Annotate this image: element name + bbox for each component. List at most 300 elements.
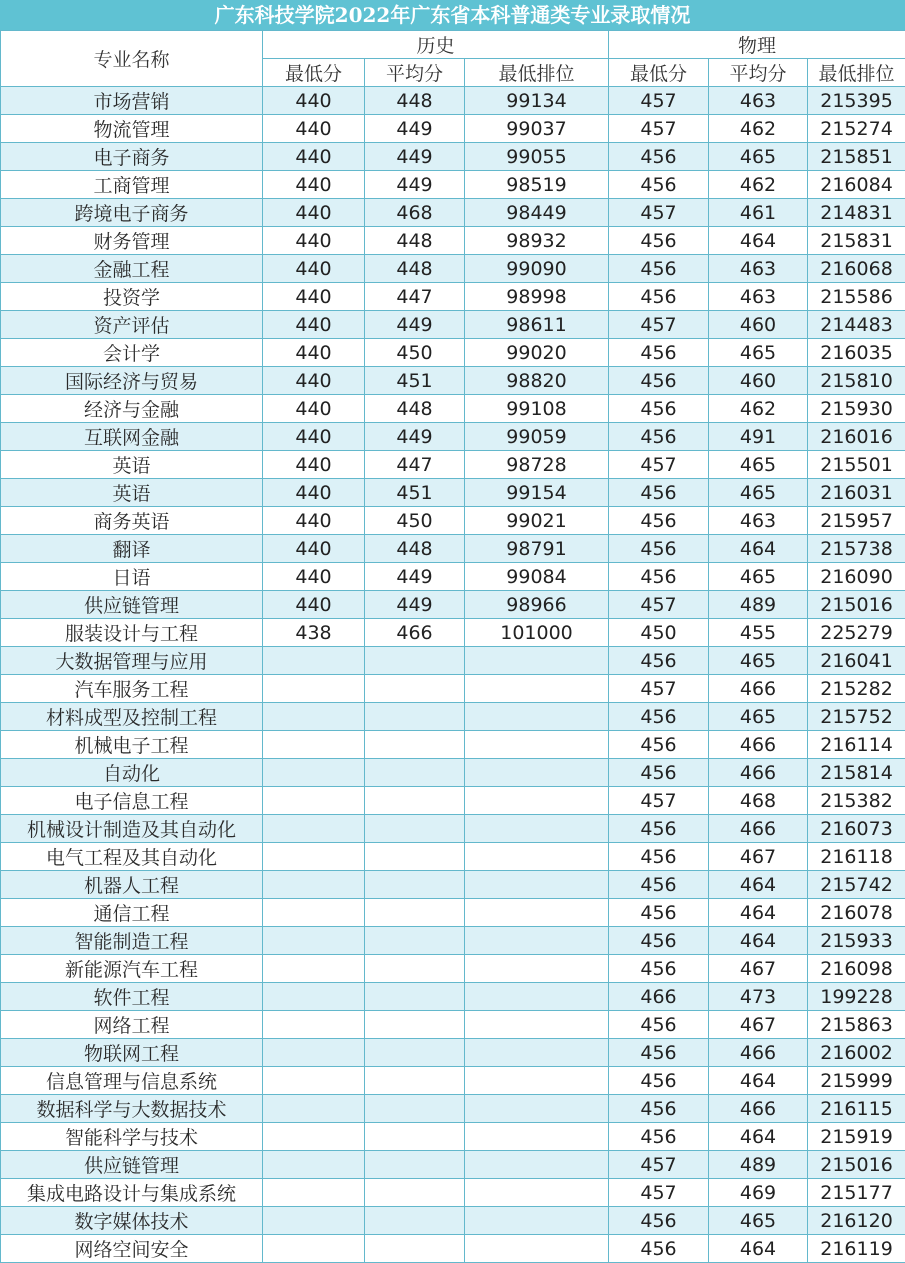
table-row <box>1 1179 905 1207</box>
major-name: 机械电子工程 <box>1 731 263 759</box>
physics-min-rank: 215863 <box>808 1011 905 1039</box>
history-min-rank <box>465 871 609 899</box>
history-avg-score <box>365 647 465 675</box>
table-row <box>1 171 905 199</box>
history-min-rank: 98519 <box>465 171 609 199</box>
physics-avg-score: 466 <box>709 1095 808 1123</box>
table-row <box>1 479 905 507</box>
physics-avg-score: 464 <box>709 1235 808 1263</box>
physics-min-rank: 216084 <box>808 171 905 199</box>
table-row <box>1 115 905 143</box>
history-min-rank: 98932 <box>465 227 609 255</box>
physics-min-score: 457 <box>609 115 709 143</box>
physics-avg-score: 467 <box>709 1011 808 1039</box>
physics-min-score: 466 <box>609 983 709 1011</box>
physics-min-score: 456 <box>609 647 709 675</box>
table-row <box>1 647 905 675</box>
physics-min-score: 457 <box>609 675 709 703</box>
history-avg-score: 447 <box>365 451 465 479</box>
physics-header: 物理 <box>609 31 905 59</box>
history-avg-score <box>365 1067 465 1095</box>
history-min-score <box>263 675 365 703</box>
history-avg-score <box>365 899 465 927</box>
history-min-score <box>263 759 365 787</box>
history-min-score <box>263 1067 365 1095</box>
major-name: 智能科学与技术 <box>1 1123 263 1151</box>
history-min-score <box>263 843 365 871</box>
history-min-score: 440 <box>263 479 365 507</box>
admission-table <box>0 30 905 1263</box>
physics-min-rank: 215586 <box>808 283 905 311</box>
history-min-score <box>263 1179 365 1207</box>
physics-min-score: 456 <box>609 899 709 927</box>
history-min-rank <box>465 759 609 787</box>
history-min-score: 440 <box>263 563 365 591</box>
history-avg-score <box>365 1095 465 1123</box>
history-min-rank <box>465 1123 609 1151</box>
table-row <box>1 143 905 171</box>
physics-min-score: 457 <box>609 199 709 227</box>
table-row <box>1 255 905 283</box>
physics-min-score: 457 <box>609 87 709 115</box>
physics-min-score: 456 <box>609 367 709 395</box>
physics-min-score: 456 <box>609 479 709 507</box>
physics-avg-score: 465 <box>709 703 808 731</box>
history-avg-score <box>365 1123 465 1151</box>
major-name: 通信工程 <box>1 899 263 927</box>
physics-min-score: 456 <box>609 171 709 199</box>
major-name: 集成电路设计与集成系统 <box>1 1179 263 1207</box>
history-avg-score: 447 <box>365 283 465 311</box>
physics-avg-score: 464 <box>709 927 808 955</box>
history-min-rank <box>465 983 609 1011</box>
history-avg-score: 468 <box>365 199 465 227</box>
physics-min-rank: 215919 <box>808 1123 905 1151</box>
major-name: 经济与金融 <box>1 395 263 423</box>
history-min-score: 440 <box>263 283 365 311</box>
physics-min-rank: 215810 <box>808 367 905 395</box>
physics-min-rank: 216035 <box>808 339 905 367</box>
physics-min-score: 456 <box>609 759 709 787</box>
physics-min-score: 456 <box>609 395 709 423</box>
history-min-rank <box>465 815 609 843</box>
major-name: 信息管理与信息系统 <box>1 1067 263 1095</box>
major-name: 电子商务 <box>1 143 263 171</box>
table-row <box>1 675 905 703</box>
major-name: 电气工程及其自动化 <box>1 843 263 871</box>
physics-min-rank: 216119 <box>808 1235 905 1263</box>
major-name: 跨境电子商务 <box>1 199 263 227</box>
major-name: 日语 <box>1 563 263 591</box>
table-row <box>1 87 905 115</box>
table-row <box>1 451 905 479</box>
history-min-rank: 99134 <box>465 87 609 115</box>
major-name: 互联网金融 <box>1 423 263 451</box>
physics-min-rank: 216068 <box>808 255 905 283</box>
history-min-score <box>263 1123 365 1151</box>
physics-min-rank: 215814 <box>808 759 905 787</box>
history-avg-score <box>365 871 465 899</box>
table-row <box>1 927 905 955</box>
physics-avg-score: 464 <box>709 871 808 899</box>
history-avg-score <box>365 815 465 843</box>
table-row <box>1 983 905 1011</box>
history-avg-score: 449 <box>365 311 465 339</box>
physics-min-rank: 216041 <box>808 647 905 675</box>
physics-min-rank: 215933 <box>808 927 905 955</box>
physics-min-score: 456 <box>609 1011 709 1039</box>
major-name: 英语 <box>1 479 263 507</box>
history-min-score: 440 <box>263 339 365 367</box>
physics-avg-score: 466 <box>709 731 808 759</box>
history-min-score-header: 最低分 <box>263 59 365 87</box>
history-min-rank <box>465 675 609 703</box>
physics-avg-score: 466 <box>709 1039 808 1067</box>
history-min-score <box>263 1207 365 1235</box>
major-name: 市场营销 <box>1 87 263 115</box>
physics-min-rank: 215851 <box>808 143 905 171</box>
physics-avg-score: 465 <box>709 479 808 507</box>
history-min-rank-header: 最低排位 <box>465 59 609 87</box>
history-min-rank <box>465 1235 609 1263</box>
physics-min-score: 457 <box>609 591 709 619</box>
history-avg-score: 449 <box>365 143 465 171</box>
physics-avg-score: 463 <box>709 507 808 535</box>
history-avg-score: 451 <box>365 367 465 395</box>
table-row <box>1 759 905 787</box>
history-min-score: 440 <box>263 367 365 395</box>
history-min-score: 440 <box>263 451 365 479</box>
physics-avg-score: 464 <box>709 535 808 563</box>
physics-min-score: 456 <box>609 255 709 283</box>
table-title: 广东科技学院2022年广东省本科普通类专业录取情况 <box>0 0 905 30</box>
physics-min-rank: 215930 <box>808 395 905 423</box>
history-avg-score: 450 <box>365 339 465 367</box>
table-row <box>1 1039 905 1067</box>
history-min-score <box>263 983 365 1011</box>
major-name: 机械设计制造及其自动化 <box>1 815 263 843</box>
history-min-score: 440 <box>263 507 365 535</box>
physics-min-rank: 216078 <box>808 899 905 927</box>
major-name: 商务英语 <box>1 507 263 535</box>
physics-min-score: 456 <box>609 955 709 983</box>
major-name: 汽车服务工程 <box>1 675 263 703</box>
major-name: 网络工程 <box>1 1011 263 1039</box>
table-row <box>1 1067 905 1095</box>
history-min-score: 440 <box>263 171 365 199</box>
physics-min-rank: 215501 <box>808 451 905 479</box>
major-name: 机器人工程 <box>1 871 263 899</box>
physics-avg-score: 463 <box>709 87 808 115</box>
table-row <box>1 199 905 227</box>
history-min-rank: 99084 <box>465 563 609 591</box>
major-name: 金融工程 <box>1 255 263 283</box>
history-min-rank: 98449 <box>465 199 609 227</box>
physics-min-score: 456 <box>609 1095 709 1123</box>
physics-min-score-header: 最低分 <box>609 59 709 87</box>
history-min-score <box>263 703 365 731</box>
table-row <box>1 843 905 871</box>
table-row <box>1 1095 905 1123</box>
history-min-score: 440 <box>263 87 365 115</box>
history-avg-score <box>365 1179 465 1207</box>
history-min-score: 440 <box>263 199 365 227</box>
physics-min-score: 456 <box>609 423 709 451</box>
physics-avg-score: 462 <box>709 171 808 199</box>
physics-avg-score: 461 <box>709 199 808 227</box>
history-min-score: 438 <box>263 619 365 647</box>
history-avg-score: 466 <box>365 619 465 647</box>
table-row <box>1 619 905 647</box>
history-min-score: 440 <box>263 535 365 563</box>
physics-min-rank: 215831 <box>808 227 905 255</box>
history-min-score <box>263 731 365 759</box>
history-avg-score: 448 <box>365 227 465 255</box>
physics-min-rank: 216016 <box>808 423 905 451</box>
table-row <box>1 367 905 395</box>
major-name: 物流管理 <box>1 115 263 143</box>
history-avg-score <box>365 955 465 983</box>
table-row <box>1 423 905 451</box>
physics-avg-score: 463 <box>709 255 808 283</box>
history-min-rank: 99055 <box>465 143 609 171</box>
history-avg-score: 449 <box>365 115 465 143</box>
major-name: 投资学 <box>1 283 263 311</box>
history-min-rank: 98791 <box>465 535 609 563</box>
history-avg-score: 448 <box>365 395 465 423</box>
physics-avg-score: 462 <box>709 395 808 423</box>
history-avg-score <box>365 927 465 955</box>
physics-min-rank: 216115 <box>808 1095 905 1123</box>
physics-avg-score: 462 <box>709 115 808 143</box>
history-avg-score <box>365 1011 465 1039</box>
physics-min-rank: 215016 <box>808 591 905 619</box>
table-row <box>1 535 905 563</box>
physics-avg-score: 464 <box>709 227 808 255</box>
history-header: 历史 <box>263 31 609 59</box>
physics-min-rank: 215282 <box>808 675 905 703</box>
physics-min-score: 456 <box>609 1123 709 1151</box>
physics-avg-score: 466 <box>709 759 808 787</box>
history-avg-score <box>365 759 465 787</box>
major-name: 网络空间安全 <box>1 1235 263 1263</box>
history-min-score <box>263 1011 365 1039</box>
physics-min-score: 456 <box>609 563 709 591</box>
history-avg-score: 448 <box>365 87 465 115</box>
history-min-score <box>263 955 365 983</box>
major-name: 大数据管理与应用 <box>1 647 263 675</box>
table-row <box>1 1011 905 1039</box>
history-min-rank <box>465 899 609 927</box>
major-name: 新能源汽车工程 <box>1 955 263 983</box>
physics-avg-score: 466 <box>709 675 808 703</box>
history-min-rank: 98728 <box>465 451 609 479</box>
history-avg-score: 449 <box>365 171 465 199</box>
history-min-rank <box>465 1095 609 1123</box>
physics-min-score: 456 <box>609 1207 709 1235</box>
physics-min-score: 456 <box>609 1235 709 1263</box>
physics-min-rank: 216114 <box>808 731 905 759</box>
table-row <box>1 507 905 535</box>
physics-min-score: 457 <box>609 451 709 479</box>
physics-avg-score: 491 <box>709 423 808 451</box>
history-min-rank <box>465 647 609 675</box>
history-avg-score: 450 <box>365 507 465 535</box>
history-avg-score <box>365 675 465 703</box>
physics-avg-score: 465 <box>709 1207 808 1235</box>
table-row <box>1 311 905 339</box>
physics-avg-score: 468 <box>709 787 808 815</box>
history-min-score: 440 <box>263 423 365 451</box>
major-name: 软件工程 <box>1 983 263 1011</box>
history-min-rank: 98966 <box>465 591 609 619</box>
physics-min-score: 456 <box>609 843 709 871</box>
physics-min-score: 456 <box>609 731 709 759</box>
physics-min-score: 456 <box>609 507 709 535</box>
physics-min-rank: 199228 <box>808 983 905 1011</box>
physics-min-score: 450 <box>609 619 709 647</box>
major-name: 财务管理 <box>1 227 263 255</box>
physics-avg-score: 466 <box>709 815 808 843</box>
history-min-rank <box>465 731 609 759</box>
history-min-rank: 99059 <box>465 423 609 451</box>
history-min-rank <box>465 703 609 731</box>
history-avg-score <box>365 1151 465 1179</box>
table-row <box>1 787 905 815</box>
physics-min-rank: 216002 <box>808 1039 905 1067</box>
history-avg-score <box>365 1235 465 1263</box>
major-name: 材料成型及控制工程 <box>1 703 263 731</box>
table-row <box>1 591 905 619</box>
history-min-rank: 99108 <box>465 395 609 423</box>
history-min-score <box>263 1095 365 1123</box>
physics-min-score: 457 <box>609 311 709 339</box>
history-avg-score <box>365 983 465 1011</box>
major-name: 数据科学与大数据技术 <box>1 1095 263 1123</box>
history-min-rank: 101000 <box>465 619 609 647</box>
physics-min-score: 456 <box>609 143 709 171</box>
major-name: 英语 <box>1 451 263 479</box>
physics-min-rank: 215752 <box>808 703 905 731</box>
major-name: 供应链管理 <box>1 591 263 619</box>
history-min-rank <box>465 1207 609 1235</box>
physics-avg-score: 464 <box>709 899 808 927</box>
history-avg-score: 449 <box>365 563 465 591</box>
physics-avg-score: 465 <box>709 339 808 367</box>
history-min-score <box>263 647 365 675</box>
history-min-score <box>263 1039 365 1067</box>
history-min-rank <box>465 1039 609 1067</box>
table-row <box>1 1235 905 1263</box>
physics-min-rank: 215738 <box>808 535 905 563</box>
physics-min-score: 456 <box>609 815 709 843</box>
physics-min-score: 456 <box>609 1067 709 1095</box>
physics-min-rank: 215742 <box>808 871 905 899</box>
history-min-score <box>263 815 365 843</box>
history-avg-score <box>365 787 465 815</box>
history-min-rank <box>465 1011 609 1039</box>
physics-min-score: 456 <box>609 339 709 367</box>
history-min-score <box>263 787 365 815</box>
history-avg-score: 449 <box>365 423 465 451</box>
physics-min-rank: 215957 <box>808 507 905 535</box>
physics-min-rank-header: 最低排位 <box>808 59 905 87</box>
table-row <box>1 563 905 591</box>
physics-avg-score: 467 <box>709 955 808 983</box>
table-row <box>1 339 905 367</box>
physics-min-rank: 215274 <box>808 115 905 143</box>
major-name: 自动化 <box>1 759 263 787</box>
history-min-score <box>263 1235 365 1263</box>
physics-avg-score: 465 <box>709 647 808 675</box>
physics-min-score: 456 <box>609 535 709 563</box>
major-name: 服装设计与工程 <box>1 619 263 647</box>
physics-min-rank: 215382 <box>808 787 905 815</box>
major-name: 国际经济与贸易 <box>1 367 263 395</box>
table-row <box>1 283 905 311</box>
history-min-rank <box>465 1179 609 1207</box>
history-avg-score <box>365 843 465 871</box>
physics-avg-score: 455 <box>709 619 808 647</box>
physics-min-rank: 215016 <box>808 1151 905 1179</box>
major-name: 智能制造工程 <box>1 927 263 955</box>
history-min-score: 440 <box>263 143 365 171</box>
physics-avg-score: 465 <box>709 143 808 171</box>
history-min-score <box>263 927 365 955</box>
history-min-score: 440 <box>263 395 365 423</box>
table-row <box>1 815 905 843</box>
history-avg-score: 449 <box>365 591 465 619</box>
table-row <box>1 955 905 983</box>
history-min-rank: 99020 <box>465 339 609 367</box>
physics-avg-score: 473 <box>709 983 808 1011</box>
history-min-rank: 98611 <box>465 311 609 339</box>
history-min-rank: 98820 <box>465 367 609 395</box>
table-row <box>1 1207 905 1235</box>
history-min-rank <box>465 843 609 871</box>
history-min-score: 440 <box>263 227 365 255</box>
table-row <box>1 227 905 255</box>
physics-min-score: 456 <box>609 227 709 255</box>
table-row <box>1 395 905 423</box>
major-name: 翻译 <box>1 535 263 563</box>
history-avg-score <box>365 1039 465 1067</box>
history-avg-score <box>365 703 465 731</box>
table-row <box>1 1151 905 1179</box>
table-body <box>1 87 905 1263</box>
physics-min-rank: 215395 <box>808 87 905 115</box>
physics-min-score: 456 <box>609 927 709 955</box>
physics-min-rank: 216090 <box>808 563 905 591</box>
physics-min-rank: 225279 <box>808 619 905 647</box>
physics-min-score: 457 <box>609 787 709 815</box>
history-min-rank: 99090 <box>465 255 609 283</box>
history-min-rank <box>465 955 609 983</box>
history-min-score: 440 <box>263 311 365 339</box>
physics-avg-score: 460 <box>709 367 808 395</box>
physics-avg-score: 467 <box>709 843 808 871</box>
physics-min-rank: 215177 <box>808 1179 905 1207</box>
physics-min-rank: 215999 <box>808 1067 905 1095</box>
major-name: 电子信息工程 <box>1 787 263 815</box>
history-avg-score: 448 <box>365 535 465 563</box>
history-avg-score <box>365 731 465 759</box>
physics-min-score: 456 <box>609 703 709 731</box>
major-name: 数字媒体技术 <box>1 1207 263 1235</box>
major-name: 资产评估 <box>1 311 263 339</box>
history-min-score: 440 <box>263 255 365 283</box>
physics-avg-score: 465 <box>709 563 808 591</box>
